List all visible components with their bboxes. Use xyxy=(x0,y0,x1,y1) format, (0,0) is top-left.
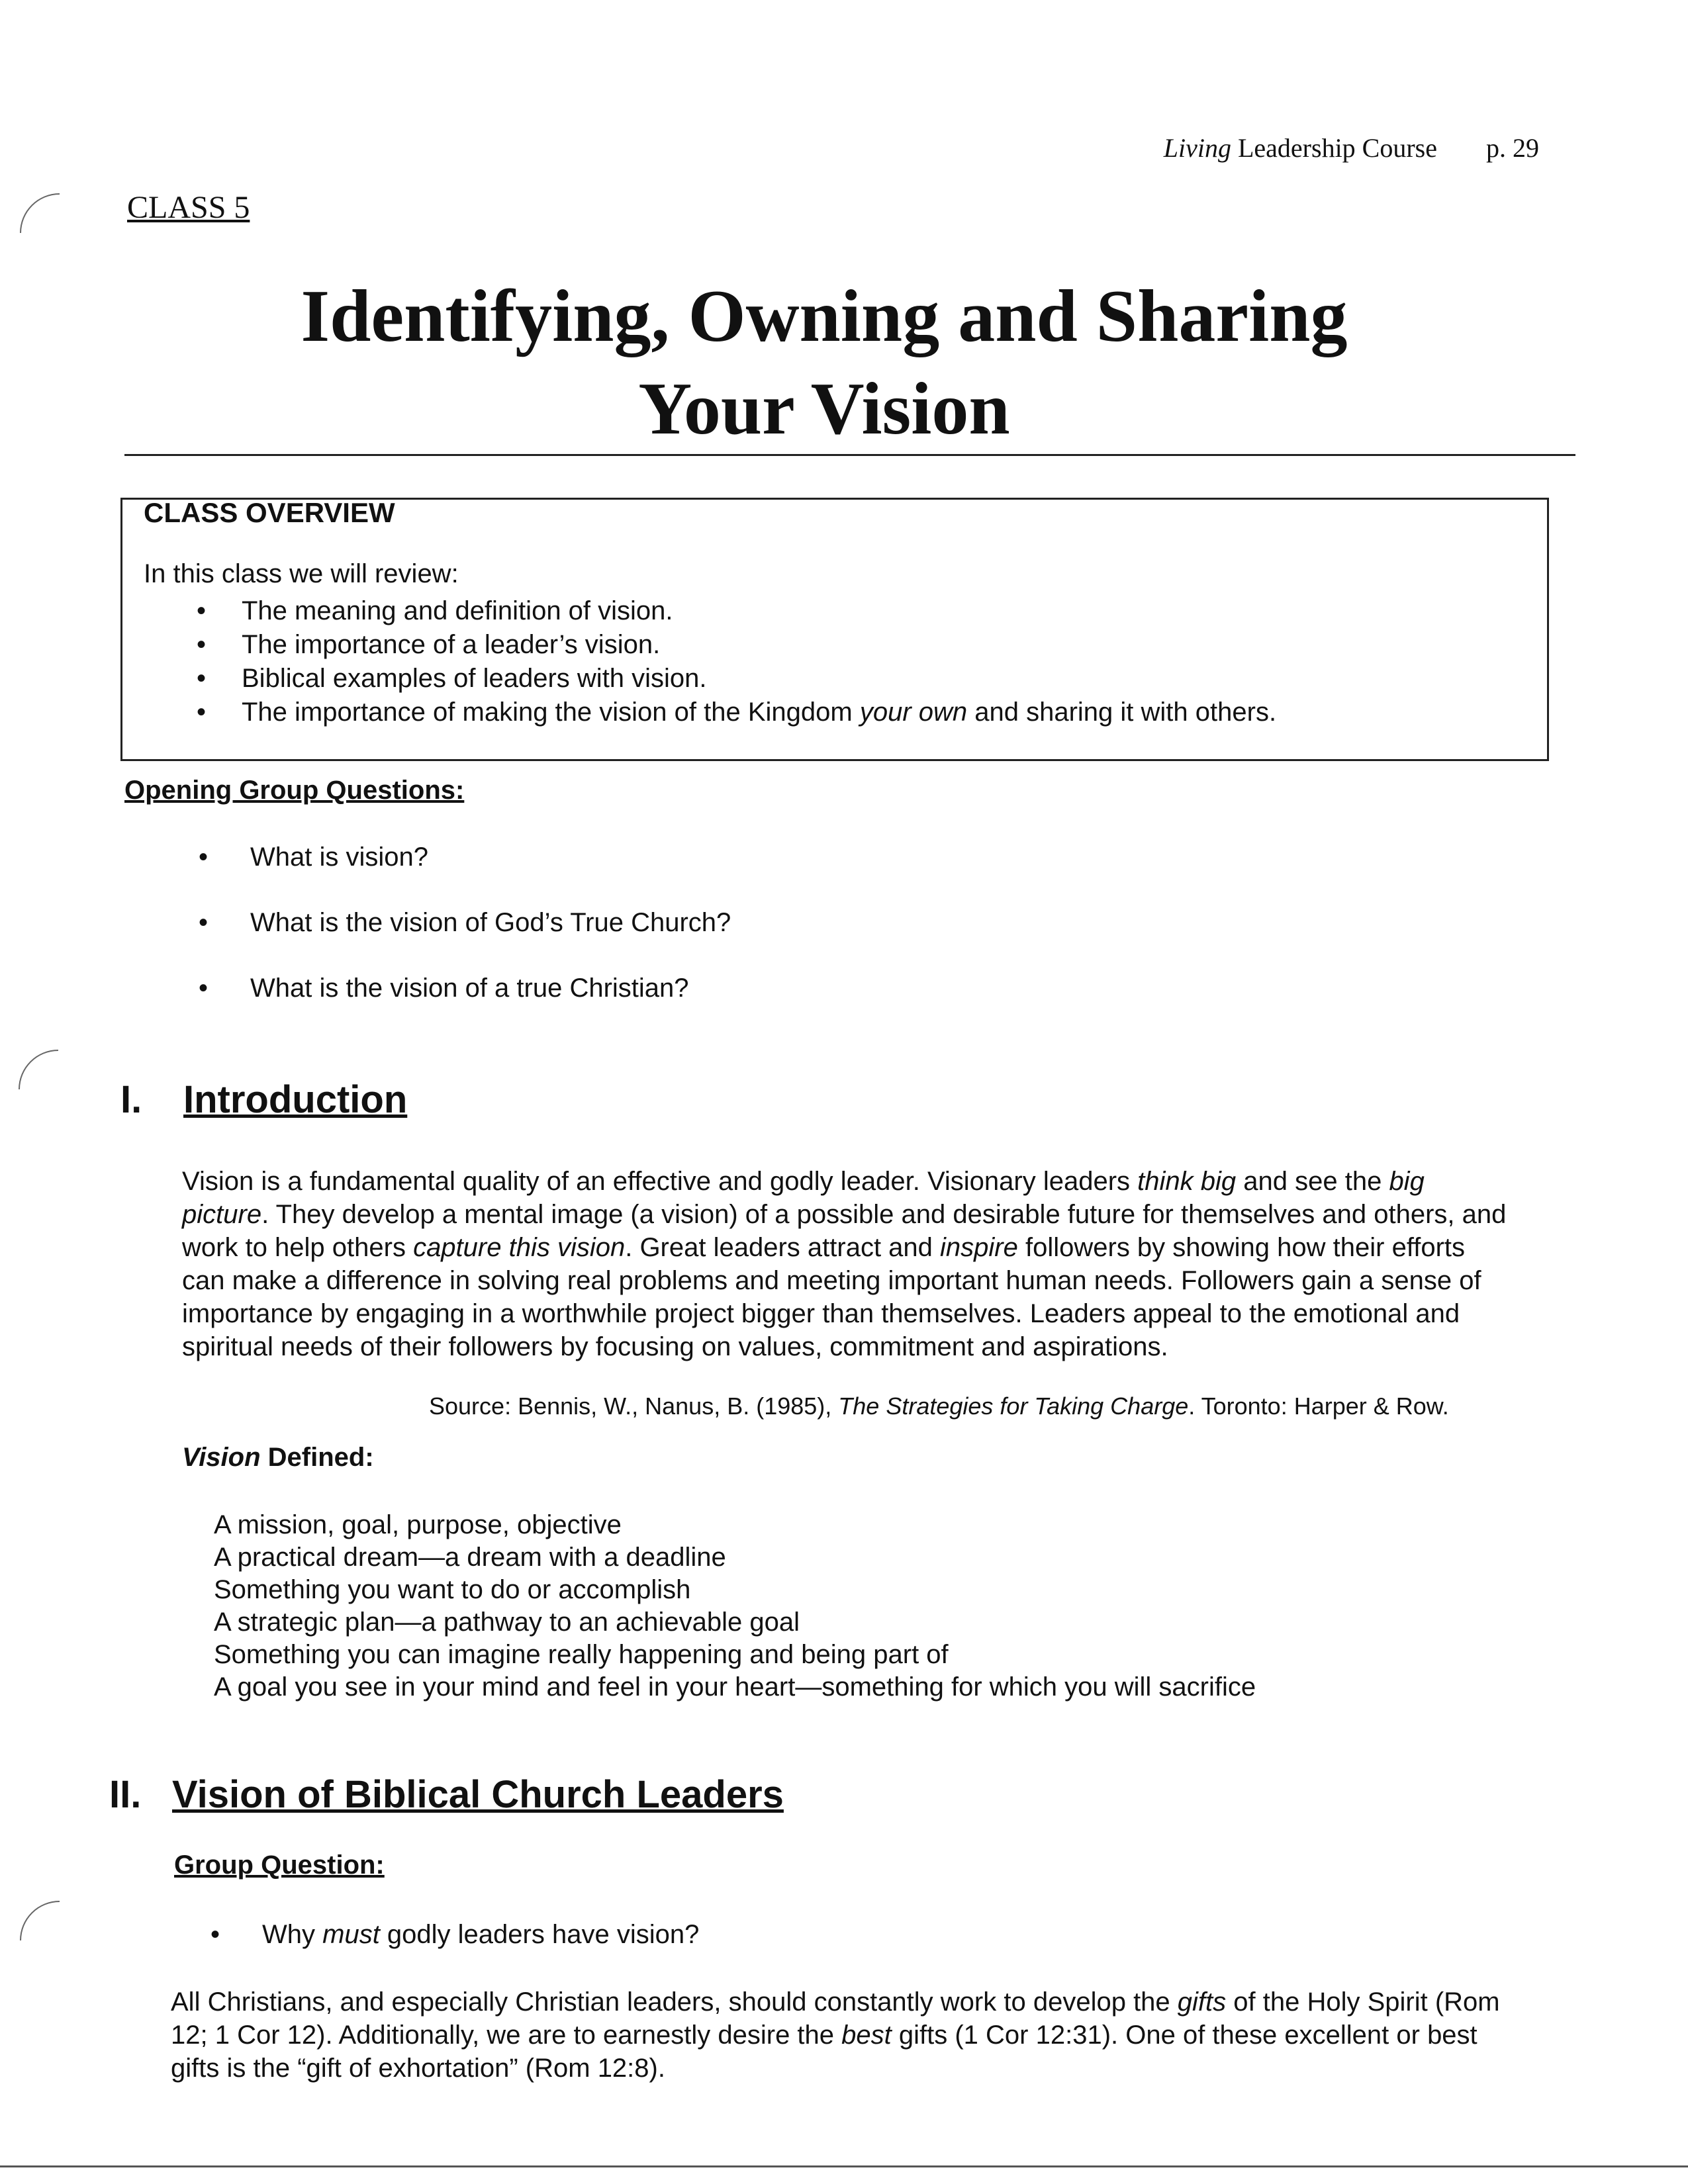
list-item: A strategic plan—a pathway to an achievable goal xyxy=(214,1608,800,1637)
overview-heading: CLASS OVERVIEW xyxy=(144,497,395,528)
overview-content xyxy=(144,559,1276,729)
opening-questions-list xyxy=(199,841,731,1037)
source-citation: Source: Bennis, W., Nanus, B. (1985), The Strategies for Taking Charge. Toronto: Harper & Row. xyxy=(429,1392,1449,1420)
vision-definitions-list xyxy=(214,1509,1256,1704)
list-item: A practical dream—a dream with a deadline xyxy=(214,1543,726,1572)
group-question-list xyxy=(211,1918,699,1983)
list-item: A mission, goal, purpose, objective xyxy=(214,1510,622,1539)
list-item: Something you can imagine really happening and being part of xyxy=(214,1640,949,1669)
page-bottom-edge xyxy=(0,2165,1688,2167)
opening-questions-heading: Opening Group Questions: xyxy=(124,776,465,805)
page-title xyxy=(0,270,1648,455)
group-question-heading: Group Question: xyxy=(174,1850,385,1880)
class-overview-box xyxy=(120,498,1549,761)
course-name: Living Leadership Course xyxy=(1163,133,1437,163)
list-item: • The meaning and definition of vision. xyxy=(144,594,1276,628)
section-title: Vision of Biblical Church Leaders xyxy=(172,1773,784,1816)
section-1-heading xyxy=(120,1077,407,1122)
list-item: A goal you see in your mind and feel in your heart—something for which you will sacrifice xyxy=(214,1672,1256,1702)
section-2-heading xyxy=(109,1772,784,1817)
overview-intro: In this class we will review: xyxy=(144,559,459,588)
title-divider xyxy=(124,454,1575,456)
section-title: Introduction xyxy=(183,1078,408,1121)
class-label: CLASS 5 xyxy=(127,190,250,225)
list-item: Something you want to do or accomplish xyxy=(214,1575,691,1604)
title-line-1: Identifying, Owning and Sharing xyxy=(301,275,1348,357)
overview-list xyxy=(144,594,1276,729)
list-item: • The importance of making the vision of the Kingdom your own and sharing it with others. xyxy=(144,696,1276,729)
section-number: II. xyxy=(109,1773,142,1816)
section-number: I. xyxy=(120,1078,142,1121)
vision-defined-heading: Vision Defined: xyxy=(182,1443,374,1472)
list-item: • What is the vision of a true Christian? xyxy=(199,972,731,1005)
list-item: • The importance of a leader’s vision. xyxy=(144,628,1276,662)
introduction-paragraph: Vision is a fundamental quality of an effective and godly leader. Visionary leaders think big and see the big picture. They develop a mental image (a vision) of a possible and desirable future for themselves and others, and work to help others capture this vision. Great leaders attract and inspire followers by showing how their efforts can make a difference in solving real problems and meeting important human needs. Followers gain a sense of importance by engaging in a worthwhile project bigger than themselves. Leaders appeal to the emotional and spiritual needs of their followers by focusing on values, commitment and aspirations. xyxy=(182,1167,1507,1361)
scan-mark xyxy=(19,1050,58,1089)
scan-mark xyxy=(20,1901,60,1940)
biblical-leaders-paragraph: All Christians, and especially Christian leaders, should constantly work to develop the gifts of the Holy Spirit (Rom 12; 1 Cor 12). Additionally, we are to earnestly desire the best gifts (1 Cor 12:31). One of these excellent or best gifts is the “gift of exhortation” (Rom 12:8). xyxy=(171,1987,1500,2083)
list-item: • What is the vision of God’s True Church? xyxy=(199,906,731,939)
running-header xyxy=(1164,132,1539,163)
title-line-2: Your Vision xyxy=(638,368,1010,450)
list-item: • What is vision? xyxy=(199,841,731,874)
list-item: • Biblical examples of leaders with vision. xyxy=(144,662,1276,696)
page-number: p. 29 xyxy=(1486,133,1539,163)
list-item: • Why must godly leaders have vision? xyxy=(211,1918,699,1951)
scan-mark xyxy=(20,193,60,233)
